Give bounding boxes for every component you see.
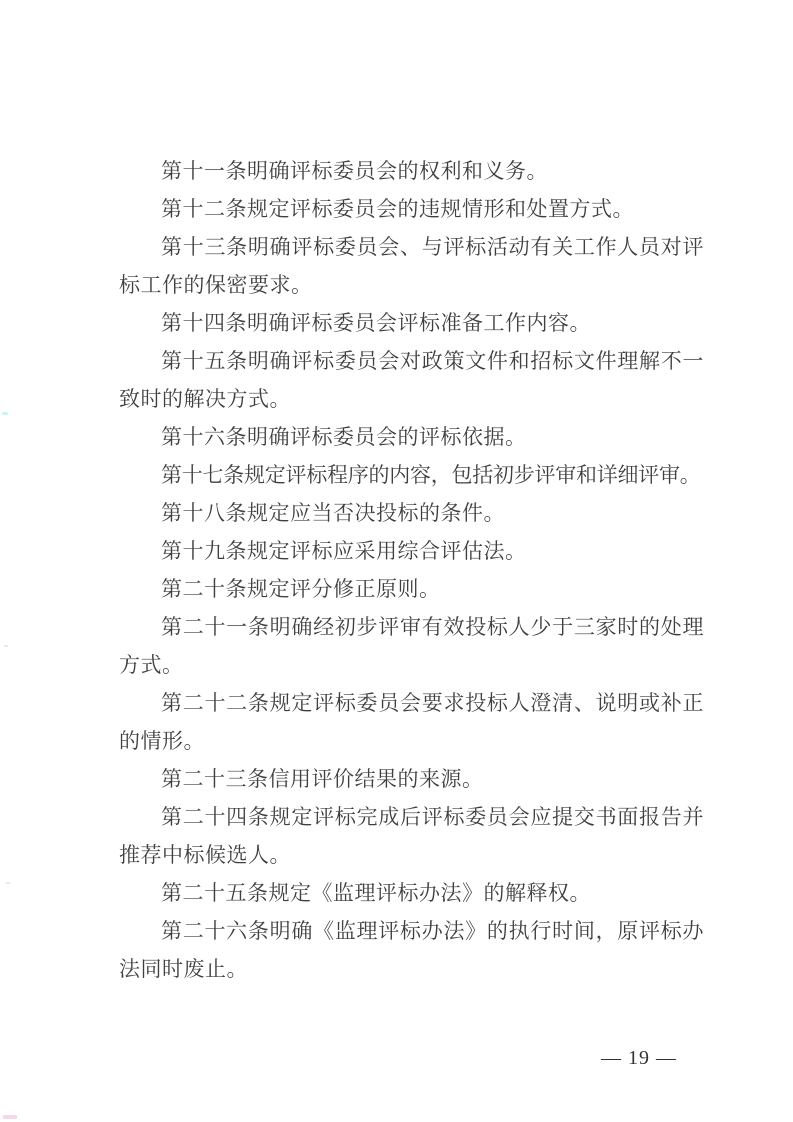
article-summary-paragraph: 第十七条规定评标程序的内容，包括初步评审和详细评审。 xyxy=(161,463,701,487)
article-summary-paragraph: 第十二条规定评标委员会的违规情形和处置方式。 xyxy=(161,197,634,221)
article-summary-paragraph: 第二十一条明确经初步评审有效投标人少于三家时的处理方式。 xyxy=(119,615,704,677)
article-summary-paragraph: 第二十条规定评分修正原则。 xyxy=(161,577,441,601)
page-number: — 19 — xyxy=(601,1047,677,1069)
article-summary-paragraph: 第十八条规定应当否决投标的条件。 xyxy=(161,501,505,525)
scan-artifact xyxy=(4,645,8,647)
article-summary-paragraph: 第十九条规定评标应采用综合评估法。 xyxy=(161,539,527,563)
article-summary-paragraph: 第二十二条规定评标委员会要求投标人澄清、说明或补正的情形。 xyxy=(119,691,704,753)
article-summary-paragraph: 第十六条明确评标委员会的评标依据。 xyxy=(161,425,527,449)
article-summary-paragraph: 第二十六条明确《监理评标办法》的执行时间，原评标办法同时废止。 xyxy=(119,919,704,981)
scan-artifact xyxy=(2,412,8,415)
article-summary-paragraph: 第十三条明确评标委员会、与评标活动有关工作人员对评标工作的保密要求。 xyxy=(119,235,704,297)
article-summary-paragraph: 第十五条明确评标委员会对政策文件和招标文件理解不一致时的解决方式。 xyxy=(119,349,704,411)
article-summary-list xyxy=(119,152,704,988)
scan-artifact xyxy=(3,1115,17,1119)
article-summary-paragraph: 第十四条明确评标委员会评标准备工作内容。 xyxy=(161,311,591,335)
article-summary-paragraph: 第二十三条信用评价结果的来源。 xyxy=(161,767,484,791)
scan-artifact xyxy=(6,882,10,884)
article-summary-paragraph: 第二十四条规定评标完成后评标委员会应提交书面报告并推荐中标候选人。 xyxy=(119,805,704,867)
article-summary-paragraph: 第十一条明确评标委员会的权利和义务。 xyxy=(161,159,548,183)
article-summary-paragraph: 第二十五条规定《监理评标办法》的解释权。 xyxy=(161,881,591,905)
